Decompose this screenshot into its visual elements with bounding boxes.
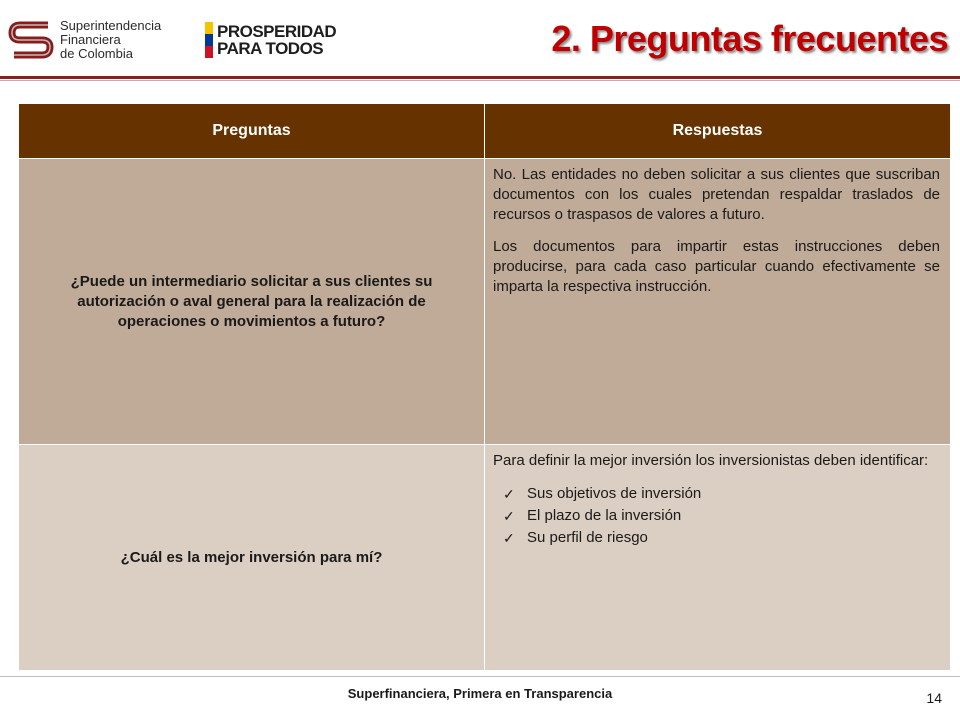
checkmark-icon: ✓ [503,508,515,524]
table-row [19,445,951,671]
footer-divider [0,676,960,677]
column-header-answers: Respuestas [485,104,951,159]
footer-slogan: Superfinanciera, Primera en Transparencia [347,686,613,701]
checkmark-icon: ✓ [503,530,515,546]
sfc-logo-line2: Financiera [60,32,121,47]
checkmark-icon: ✓ [503,486,515,502]
sfc-logo-text [60,19,161,61]
sfc-emblem-icon [8,17,54,63]
question-cell: ¿Puede un intermediario solicitar a sus clientes su autorización o aval general para la realización de operaciones o movimientos a futuro? [19,159,485,445]
prosperidad-logo [205,20,336,60]
answer-paragraph: Para definir la mejor inversión los inversionistas deben identificar: [493,452,929,469]
page-number: 14 [926,690,942,706]
table-row [19,159,951,445]
question-cell: ¿Cuál es la mejor inversión para mí? [19,445,485,671]
prosperidad-text [217,23,336,57]
answer-paragraph: No. Las entidades no deben solicitar a sus clientes que suscriban documentos con los cuales pretendan respaldar traslados de recursos o traspasos de valores a futuro. [493,166,940,223]
superintendencia-logo [8,14,178,66]
prosperidad-line1: PROSPERIDAD [217,22,337,41]
column-header-questions: Preguntas [19,104,485,159]
answer-paragraph: Los documentos para impartir estas instrucciones deben producirse, para cada caso particular cuando efectivamente se imparta la respectiva instrucción. [493,238,940,295]
faq-table [18,103,951,671]
checklist-item [503,527,940,549]
prosperidad-line2: PARA TODOS [217,39,324,58]
checklist-item-label: El plazo de la inversión [527,507,682,524]
page-title: 2. Preguntas frecuentes [551,18,948,59]
checklist [493,483,940,549]
title-divider-shadow [0,80,960,81]
checklist-item-label: Su perfil de riesgo [527,529,648,546]
checklist-item [503,505,940,527]
table-header-row [19,104,951,159]
colombia-flag-icon [205,22,213,58]
checklist-item [503,483,940,505]
answer-cell [485,159,951,445]
sfc-logo-line3: de Colombia [60,46,133,61]
title-divider [0,76,960,79]
checklist-item-label: Sus objetivos de inversión [527,485,702,502]
answer-cell [485,445,951,671]
sfc-logo-line1: Superintendencia [60,18,162,33]
